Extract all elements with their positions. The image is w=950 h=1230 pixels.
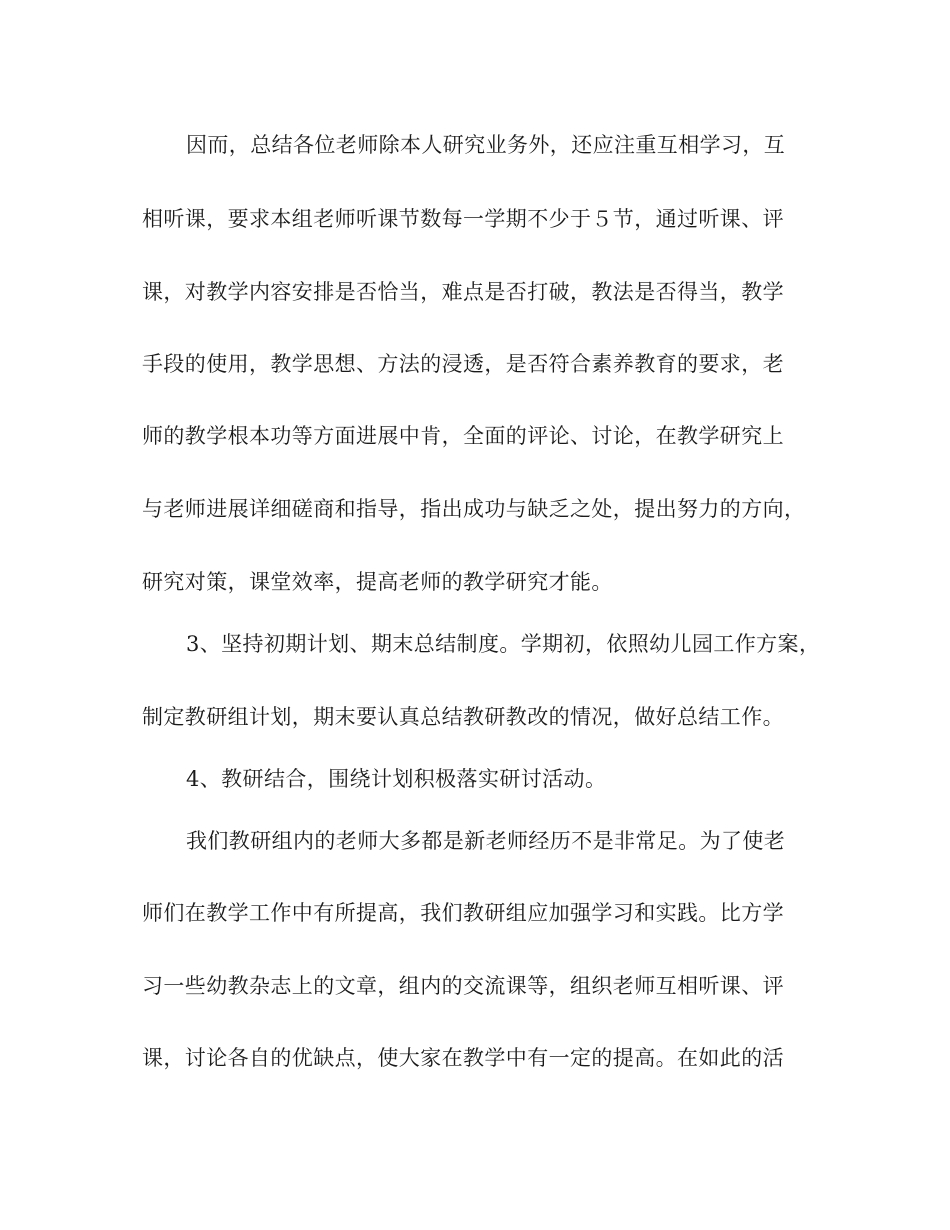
text-line: 制定教研组计划，期末要认真总结教研教改的情况，做好总结工作。 <box>142 705 784 729</box>
text-line: 我们教研组内的老师大多都是新老师经历不是非常足。为了使老 <box>186 829 786 853</box>
text-line: 习一些幼教杂志上的文章，组内的交流课等，组织老师互相听课、评 <box>142 974 784 998</box>
text-line: 师们在教学工作中有所提高，我们教研组应加强学习和实践。比方学 <box>142 901 784 925</box>
text-line: 4、教研结合，围绕计划积极落实研讨活动。 <box>186 767 607 791</box>
text-line: 手段的使用，教学思想、方法的浸透，是否符合素养教育的要求，老 <box>142 352 784 376</box>
text-line: 相听课，要求本组老师听课节数每一学期不少于５节，通过听课、评 <box>142 207 784 231</box>
text-line: 研究对策，课堂效率，提高老师的教学研究才能。 <box>142 570 613 594</box>
text-line: 课，对教学内容安排是否恰当，难点是否打破，教法是否得当，教学 <box>142 280 784 304</box>
text-line: 师的教学根本功等方面进展中肯，全面的评论、讨论，在教学研究上 <box>142 424 784 448</box>
text-line: 与老师进展详细磋商和指导，指出成功与缺乏之处，提出努力的方向， <box>142 497 806 521</box>
text-line: 因而，总结各位老师除本人研究业务外，还应注重互相学习，互 <box>186 133 786 157</box>
text-line: 3、坚持初期计划、期末总结制度。学期初，依照幼儿园工作方案， <box>186 632 821 656</box>
text-line: 课，讨论各自的优缺点，使大家在教学中有一定的提高。在如此的活 <box>142 1046 784 1070</box>
